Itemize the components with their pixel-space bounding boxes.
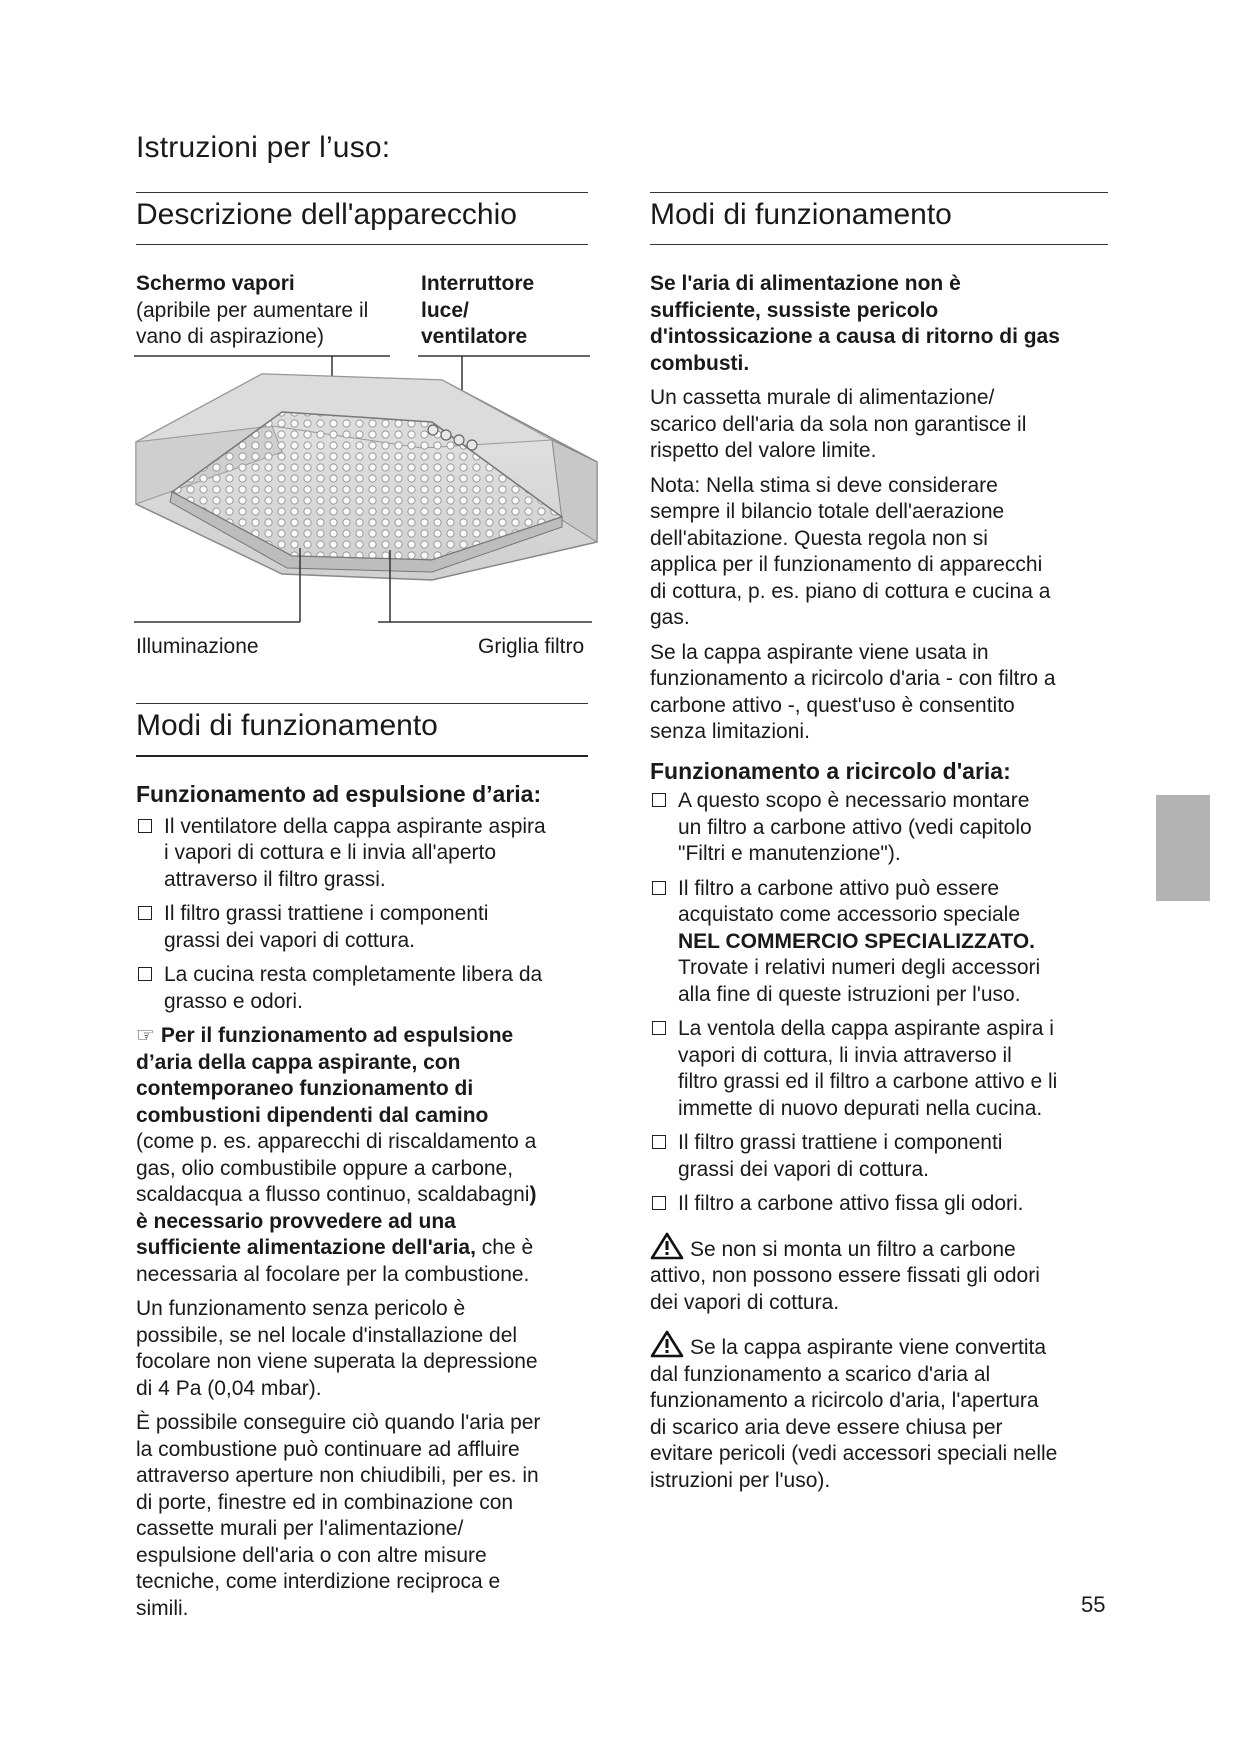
bullet-line: A questo scopo è necessario montare — [678, 789, 1030, 812]
bullet-line: un filtro a carbone attivo (vedi capitolo — [678, 815, 1032, 839]
bullet-line: grassi dei vapori di cottura. — [678, 1157, 929, 1181]
text-line: espulsione dell'aria o con altre misure — [136, 1543, 487, 1567]
page-number: 55 — [1081, 1592, 1106, 1617]
note-line: è necessario provvedere ad una — [136, 1209, 456, 1233]
paragraph — [650, 473, 1112, 632]
bullet-line: La cucina resta completamente libera da — [164, 963, 543, 986]
bullet-line: filtro grassi ed il filtro a carbone attivo e li — [678, 1070, 1058, 1093]
text-line: senza limitazioni. — [650, 720, 810, 743]
text-line: Se non si monta un filtro a carbone — [690, 1237, 1016, 1261]
checkbox-square-icon — [652, 793, 666, 807]
note-line: (come p. es. apparecchi di riscaldamento a — [136, 1130, 537, 1153]
note-block — [136, 1023, 596, 1288]
paragraph — [650, 640, 1112, 746]
warning-intossicazione — [650, 271, 1112, 377]
section-rule — [650, 192, 1108, 193]
bullet-line: La ventola della cappa aspirante aspira i — [678, 1017, 1054, 1040]
text-line: Se la cappa aspirante viene usata in — [650, 640, 989, 664]
checkbox-square-icon — [652, 881, 666, 895]
bullet-line: Il filtro a carbone attivo può essere — [678, 876, 1000, 900]
text-line: combusti. — [650, 351, 750, 375]
label-interruttore-line: Interruttore — [421, 272, 535, 295]
bullet-item — [136, 814, 596, 894]
checkbox-square-icon — [138, 819, 152, 833]
bullet-line: alla fine di queste istruzioni per l'uso. — [678, 982, 1021, 1006]
range-hood-illustration — [132, 352, 602, 627]
bullet-line: NEL COMMERCIO SPECIALIZZATO. — [678, 929, 1036, 953]
pointing-hand-icon: ☞ — [136, 1024, 155, 1047]
bullet-item — [136, 901, 596, 954]
checkbox-square-icon — [652, 1196, 666, 1210]
bullet-line: Il filtro grassi trattiene i componenti — [164, 902, 489, 925]
text-line: Nota: Nella stima si deve considerare — [650, 473, 998, 497]
note-paren: ) — [529, 1183, 537, 1206]
subheading-ricircolo: Funzionamento a ricircolo d'aria: — [650, 757, 1011, 784]
subheading-espulsione: Funzionamento ad espulsione d’aria: — [136, 781, 542, 807]
text-line: la combustione può continuare ad affluire — [136, 1437, 520, 1461]
warning-triangle-icon — [650, 1330, 684, 1358]
text-line: dal funzionamento a scarico d'aria al — [650, 1362, 991, 1386]
text-line: attraverso aperture non chiudibili, per es. in — [136, 1464, 539, 1487]
right-column-body — [650, 271, 1112, 1494]
label-schermo-vapori — [136, 271, 396, 351]
text-line: simili. — [136, 1596, 189, 1620]
label-interruttore — [421, 271, 534, 351]
bullet-line: attraverso il filtro grassi. — [164, 867, 386, 891]
note-line: necessaria al focolare per la combustione. — [136, 1262, 530, 1286]
bullet-item — [650, 1130, 1112, 1183]
text-line: di porte, finestre ed in combinazione con — [136, 1490, 514, 1514]
text-line: focolare non viene superata la depressione — [136, 1350, 538, 1373]
section-title-modi-right: Modi di funzionamento — [650, 198, 952, 231]
text-line: sufficiente, sussiste pericolo — [650, 298, 939, 322]
section-rule — [136, 192, 588, 193]
text-line: funzionamento a ricircolo d'aria - con filtro a — [650, 667, 1056, 690]
bullet-item — [650, 1191, 1112, 1218]
text-line: dei vapori di cottura. — [650, 1290, 840, 1314]
note-line: d’aria della cappa aspirante, con — [136, 1050, 461, 1074]
text-line: dell'abitazione. Questa regola non si — [650, 526, 988, 550]
note-line: scaldacqua a flusso continuo, scaldabagni — [136, 1183, 530, 1206]
text-line: d'intossicazione a causa di ritorno di gas — [650, 325, 1060, 348]
label-interruttore-line: ventilatore — [421, 325, 528, 348]
bullet-line: "Filtri e manutenzione"). — [678, 842, 901, 865]
label-schermo-title: Schermo vapori — [136, 272, 295, 295]
bullet-line: Il filtro a carbone attivo fissa gli odori. — [678, 1192, 1024, 1215]
text-line: tecniche, come interdizione reciproca e — [136, 1570, 501, 1593]
note-line: gas, olio combustibile oppure a carbone, — [136, 1156, 514, 1180]
text-line: evitare pericoli (vedi accessori speciali nelle — [650, 1442, 1058, 1465]
warning-block — [650, 1232, 1112, 1317]
bullet-line: vapori di cottura, li invia attraverso il — [678, 1043, 1012, 1067]
note-line: combustioni dipendenti dal camino — [136, 1103, 489, 1127]
text-line: scarico dell'aria da sola non garantisce il — [650, 412, 1027, 436]
text-line: di 4 Pa (0,04 mbar). — [136, 1376, 322, 1400]
label-schermo-desc: vano di aspirazione) — [136, 325, 324, 348]
text-line: gas. — [650, 606, 690, 629]
text-line: carbone attivo -, quest'uso è consentito — [650, 693, 1015, 717]
text-line: Se la cappa aspirante viene convertita — [690, 1336, 1047, 1359]
paragraph — [136, 1296, 596, 1402]
bullet-line: Il filtro grassi trattiene i componenti — [678, 1131, 1003, 1154]
section-title-descrizione: Descrizione dell'apparecchio — [136, 198, 517, 231]
bullet-line: grassi dei vapori di cottura. — [164, 928, 415, 952]
bullet-item — [650, 876, 1112, 1009]
left-column-body — [136, 781, 596, 1622]
label-interruttore-line: luce/ — [421, 298, 469, 322]
section-rule — [136, 755, 588, 757]
text-line: sempre il bilancio totale dell'aerazione — [650, 500, 1005, 523]
section-rule — [650, 244, 1108, 245]
note-line: che è — [475, 1236, 534, 1259]
paragraph — [650, 385, 1112, 465]
section-title-modi-left: Modi di funzionamento — [136, 709, 438, 742]
text-line: funzionamento a ricircolo d'aria, l'apertura — [650, 1389, 1039, 1412]
paragraph — [136, 1410, 596, 1622]
text-line: È possibile conseguire ciò quando l'aria per — [136, 1411, 541, 1434]
checkbox-square-icon — [652, 1135, 666, 1149]
section-rule — [136, 703, 588, 704]
bullet-line: Trovate i relativi numeri degli accessori — [678, 956, 1041, 979]
warning-triangle-icon — [650, 1232, 684, 1260]
text-line: istruzioni per l'uso). — [650, 1468, 831, 1492]
note-line: sufficiente alimentazione dell'aria, — [136, 1236, 476, 1259]
label-schermo-desc: (apribile per aumentare il — [136, 298, 369, 322]
bullet-line: acquistato come accessorio speciale — [678, 903, 1021, 926]
checkbox-square-icon — [652, 1021, 666, 1035]
chapter-tab — [1156, 795, 1210, 901]
checkbox-square-icon — [138, 906, 152, 920]
text-line: attivo, non possono essere fissati gli odori — [650, 1264, 1040, 1287]
section-rule — [136, 244, 588, 245]
bullet-item — [650, 788, 1112, 868]
text-line: Se l'aria di alimentazione non è — [650, 272, 961, 295]
label-illuminazione: Illuminazione — [136, 635, 259, 658]
text-line: di cottura, p. es. piano di cottura e cucina a — [650, 579, 1051, 603]
bullet-item — [136, 962, 596, 1015]
text-line: applica per il funzionamento di apparecchi — [650, 553, 1043, 576]
text-line: di scarico aria deve essere chiusa per — [650, 1415, 1003, 1439]
note-line: contemporaneo funzionamento di — [136, 1077, 474, 1100]
bullet-line: Il ventilatore della cappa aspirante aspira — [164, 814, 546, 838]
bullet-item — [650, 1016, 1112, 1122]
text-line: Un cassetta murale di alimentazione/ — [650, 386, 995, 409]
label-griglia-filtro: Griglia filtro — [478, 635, 585, 658]
text-line: possibile, se nel locale d'installazione del — [136, 1323, 518, 1347]
page-title: Istruzioni per l’uso: — [136, 131, 391, 164]
warning-block — [650, 1330, 1112, 1494]
bullet-line: grasso e odori. — [164, 989, 303, 1013]
text-line: rispetto del valore limite. — [650, 439, 877, 462]
text-line: cassette murali per l'alimentazione/ — [136, 1517, 464, 1540]
note-line: Per il funzionamento ad espulsione — [160, 1024, 514, 1047]
text-line: Un funzionamento senza pericolo è — [136, 1297, 466, 1320]
bullet-line: immette di nuovo depurati nella cucina. — [678, 1096, 1043, 1120]
checkbox-square-icon — [138, 967, 152, 981]
bullet-line: i vapori di cottura e li invia all'aperto — [164, 841, 497, 864]
